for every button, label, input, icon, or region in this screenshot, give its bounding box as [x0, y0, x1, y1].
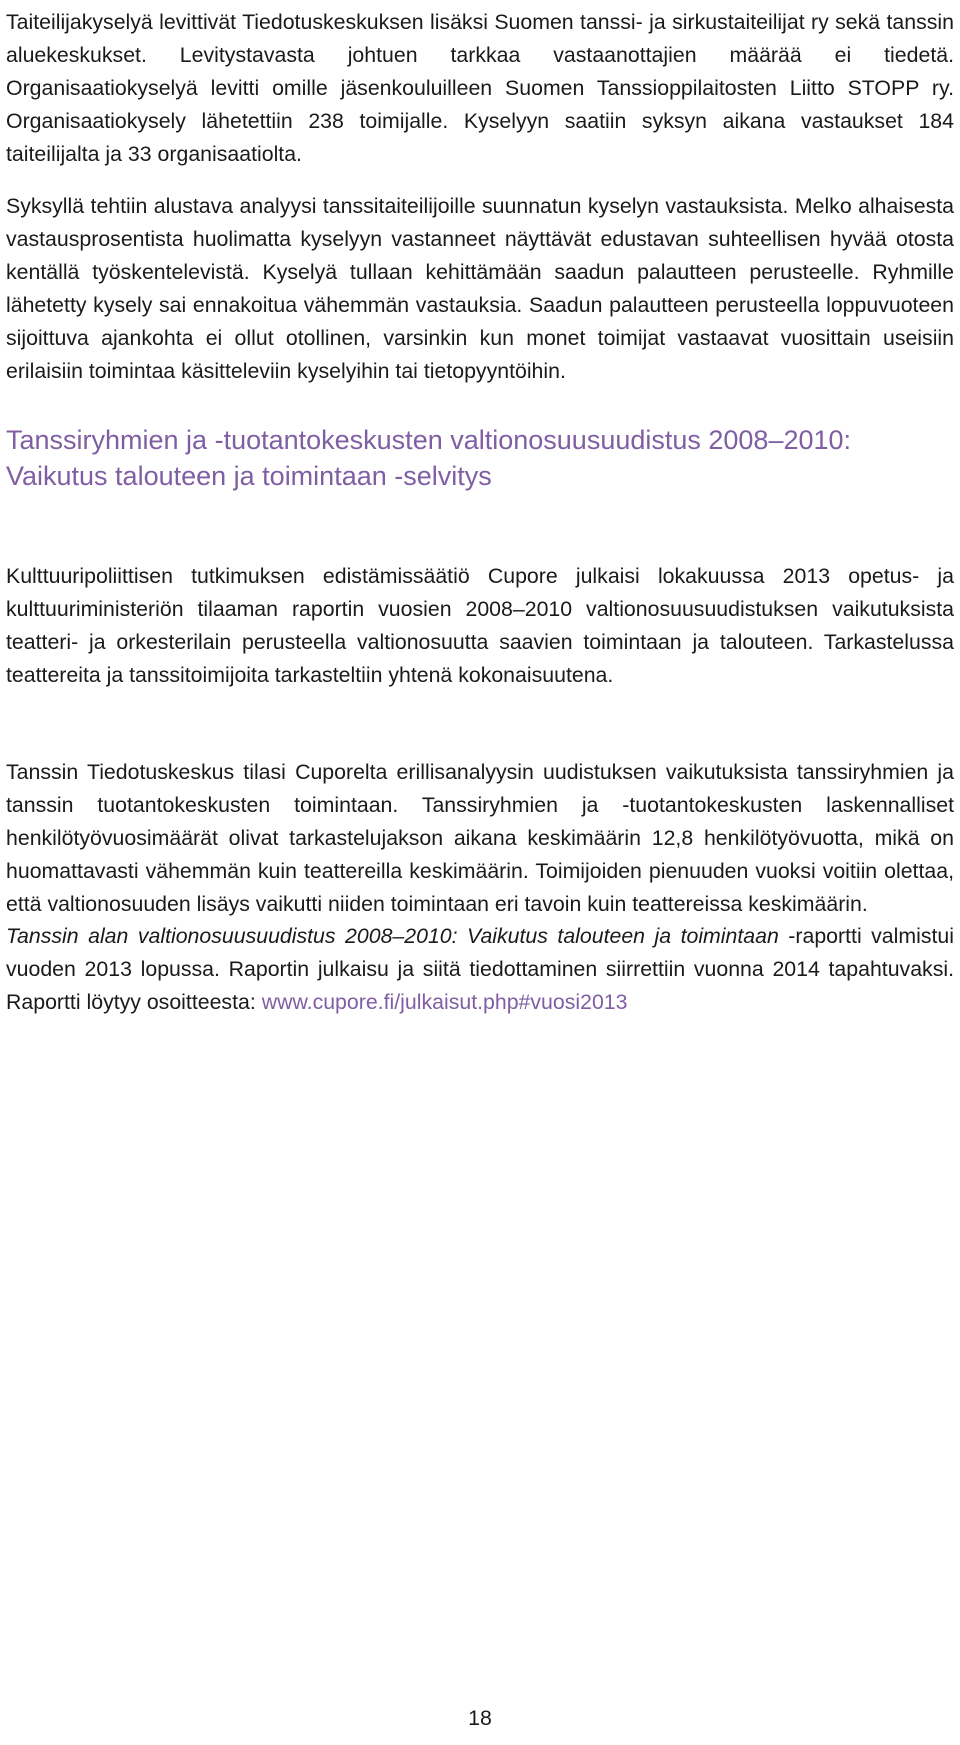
section-heading-line: Tanssiryhmien ja -tuotantokeskusten valtionosuusuudistus 2008–2010:	[6, 425, 852, 455]
paragraph-text: -raportti valmistui vuoden 2013 lopussa. Raportin julkaisu ja siitä tiedottaminen siirrettiin vuonna 2014 tapahtuvaksi. Raportti löytyy osoitteesta:	[6, 924, 954, 1014]
section-heading-line: Vaikutus talouteen ja toimintaan -selvitys	[6, 461, 492, 491]
body-paragraph: Taiteilijakyselyä levittivät Tiedotuskeskuksen lisäksi Suomen tanssi- ja sirkustaiteilijat ry sekä tanssin aluekeskukset. Levitystavasta johtuen tarkkaa vastaanottajien määrää ei tiedetä. Organisaatiokyselyä levitti omille jäsenkouluilleen Suomen Tanssioppilaitosten Liitto STOPP ry. Organisaatiokysely lähetettiin 238 toimijalle. Kyselyyn saatiin syksyn aikana vastaukset 184 taiteilijalta ja 33 organisaatiolta.	[6, 10, 954, 166]
body-paragraph: Syksyllä tehtiin alustava analyysi tanssitaiteilijoille suunnatun kyselyn vastauksista. Melko alhaisesta vastausprosentista huolimatta kyselyyn vastanneet näyttävät edustavan suhteellisen hyvää otosta kentällä työskentelevistä. Kyselyä tullaan kehittämään saadun palautteen perusteelle. Ryhmille lähetetty kysely sai ennakoitua vähemmän vastauksia. Saadun palautteen perusteella loppuvuoteen sijoittuva ajankohta ei ollut otollinen, varsinkin kun monet toimijat vastaavat vuosittain useisiin erilaisiin toimintaa käsitteleviin kyselyihin tai tietopyyntöihin.	[6, 194, 954, 383]
report-title: Tanssin alan valtionosuusuudistus 2008–2010: Vaikutus talouteen ja toimintaan	[6, 924, 779, 948]
cupore-link[interactable]: www.cupore.fi/julkaisut.php#vuosi2013	[261, 990, 628, 1014]
body-paragraph: Kulttuuripoliittisen tutkimuksen edistämissäätiö Cupore julkaisi lokakuussa 2013 opetus- ja kulttuuriministeriön tilaaman raportin vuosien 2008–2010 valtionosuusuudistuksen vaikutuksista teatteri- ja orkesterilain perusteella valtionosuutta saavien toimintaan ja talouteen. Tarkastelussa teattereita ja tanssitoimijoita tarkasteltiin yhtenä kokonaisuutena.	[6, 564, 954, 687]
page-number: 18	[468, 1706, 492, 1730]
body-paragraph: Tanssin Tiedotuskeskus tilasi Cuporelta erillisanalyysin uudistuksen vaikutuksista tanssiryhmien ja tanssin tuotantokeskusten toimintaan. Tanssiryhmien ja -tuotantokeskusten laskennalliset henkilötyövuosimäärät olivat tarkastelujakson aikana keskimäärin 12,8 henkilötyövuotta, mikä on huomattavasti vähemmän kuin teattereilla keskimäärin. Toimijoiden pienuuden vuoksi voitiin olettaa, että valtionosuuden lisäys vaikutti niiden toimintaan eri tavoin kuin teattereissa keskimäärin.	[6, 760, 954, 916]
body-paragraph	[6, 920, 954, 1019]
section-heading	[6, 422, 954, 494]
